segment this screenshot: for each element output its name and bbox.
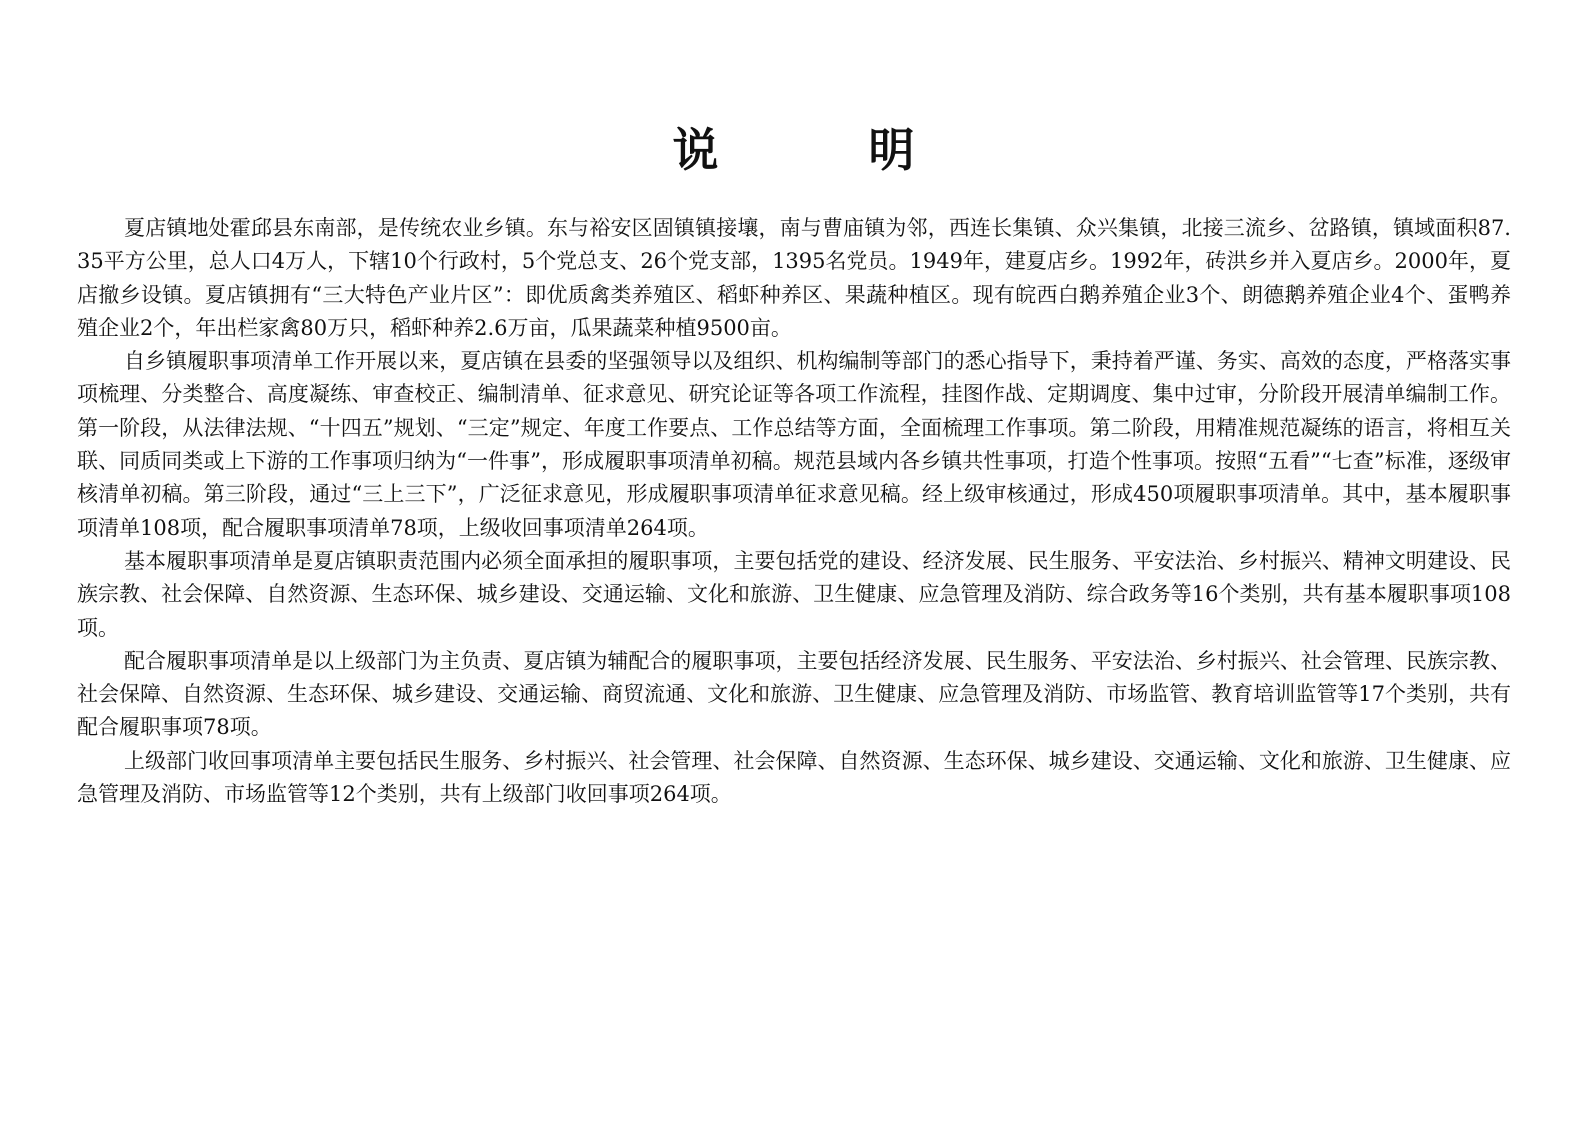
paragraph-overview: 夏店镇地处霍邱县东南部，是传统农业乡镇。东与裕安区固镇镇接壤，南与曹庙镇为邻，西连长集镇、众兴集镇，北接三流乡、岔路镇，镇域面积87.35平方公里，总人口4万人，下辖10个行政村，5个党总支、26个党支部，1395名党员。1949年，建夏店乡。1992年，砖洪乡并入夏店乡。2000年，夏店撤乡设镇。夏店镇拥有“三大特色产业片区”：即优质禽类养殖区、稻虾种养区、果蔬种植区。现有皖西白鹅养殖企业3个、朗德鹅养殖企业4个、蛋鸭养殖企业2个，年出栏家禽80万只，稻虾种养2.6万亩，瓜果蔬菜种植9500亩。 <box>77 216 1511 340</box>
paragraph-basic-list: 基本履职事项清单是夏店镇职责范围内必须全面承担的履职事项，主要包括党的建设、经济发展、民生服务、平安法治、乡村振兴、精神文明建设、民族宗教、社会保障、自然资源、生态环保、城乡建设、交通运输、文化和旅游、卫生健康、应急管理及消防、综合政务等16个类别，共有基本履职事项108项。 <box>77 548 1511 640</box>
paragraph-process: 自乡镇履职事项清单工作开展以来，夏店镇在县委的坚强领导以及组织、机构编制等部门的悉心指导下，秉持着严谨、务实、高效的态度，严格落实事项梳理、分类整合、高度凝练、审查校正、编制清单、征求意见、研究论证等各项工作流程，挂图作战、定期调度、集中过审，分阶段开展清单编制工作。第一阶段，从法律法规、“十四五”规划、“三定”规定、年度工作要点、工作总结等方面，全面梳理工作事项。第二阶段，用精准规范凝练的语言，将相互关联、同质同类或上下游的工作事项归纳为“一件事”，形成履职事项清单初稿。规范县域内各乡镇共性事项，打造个性事项。按照“五看”“七查”标准，逐级审核清单初稿。第三阶段，通过“三上三下”，广泛征求意见，形成履职事项清单征求意见稿。经上级审核通过，形成450项履职事项清单。其中，基本履职事项清单108项，配合履职事项清单78项，上级收回事项清单264项。 <box>77 349 1511 540</box>
paragraph-cooperative-list: 配合履职事项清单是以上级部门为主负责、夏店镇为辅配合的履职事项，主要包括经济发展、民生服务、平安法治、乡村振兴、社会管理、民族宗教、社会保障、自然资源、生态环保、城乡建设、交通运输、商贸流通、文化和旅游、卫生健康、应急管理及消防、市场监管、教育培训监管等17个类别，共有配合履职事项78项。 <box>77 648 1511 740</box>
page-title: 说 明 <box>672 123 967 177</box>
paragraph-retracted-list: 上级部门收回事项清单主要包括民生服务、乡村振兴、社会管理、社会保障、自然资源、生态环保、城乡建设、交通运输、文化和旅游、卫生健康、应急管理及消防、市场监管等12个类别，共有上级部门收回事项264项。 <box>77 748 1511 807</box>
document-body <box>77 212 1511 811</box>
